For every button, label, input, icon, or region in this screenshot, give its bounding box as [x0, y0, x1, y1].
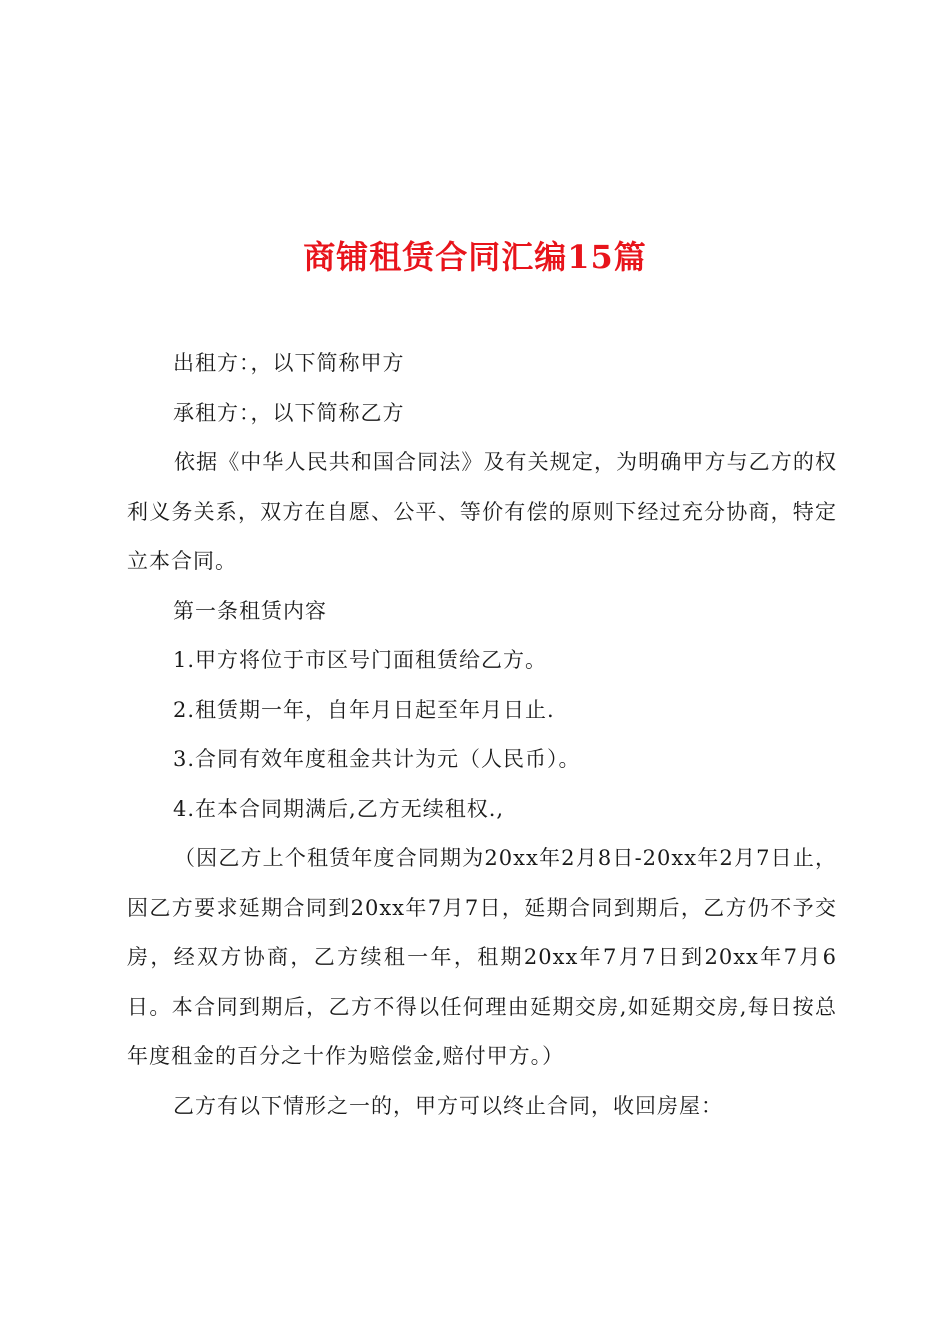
preamble-paragraph: 依据《中华人民共和国合同法》及有关规定，为明确甲方与乙方的权利义务关系，双方在自愿、公平、等价有偿的原则下经过充分协商，特定立本合同。: [127, 450, 837, 573]
document-body: [127, 339, 837, 1131]
termination-conditions-intro: 乙方有以下情形之一的，甲方可以终止合同，收回房屋：: [173, 1093, 723, 1118]
clause-4: 4.在本合同期满后,乙方无续租权.,: [173, 796, 505, 821]
clause-2: 2.租赁期一年，自年月日起至年月日止.: [173, 697, 555, 722]
lessee-line: 承租方：，以下简称乙方: [173, 400, 405, 425]
clause-3: 3.合同有效年度租金共计为元（人民币）。: [173, 747, 581, 771]
article-one-heading: 第一条租赁内容: [173, 598, 327, 623]
clause-4-note: （因乙方上个租赁年度合同期为20xx年2月8日-20xx年2月7日止，因乙方要求延期合同到20xx年7月7日，延期合同到期后，乙方仍不予交房，经双方协商，乙方续租一年，租期20xx年7月7日到20xx年7月6日。本合同到期后，乙方不得以任何理由延期交房,如延期交房,每日按总年度租金的百分之十作为赔偿金,赔付甲方。）: [127, 846, 837, 1068]
lessor-line: 出租方：，以下简称甲方: [173, 351, 405, 375]
document-title: 商铺租赁合同汇编15篇: [303, 238, 647, 277]
clause-1: 1.甲方将位于市区号门面租赁给乙方。: [173, 648, 548, 672]
